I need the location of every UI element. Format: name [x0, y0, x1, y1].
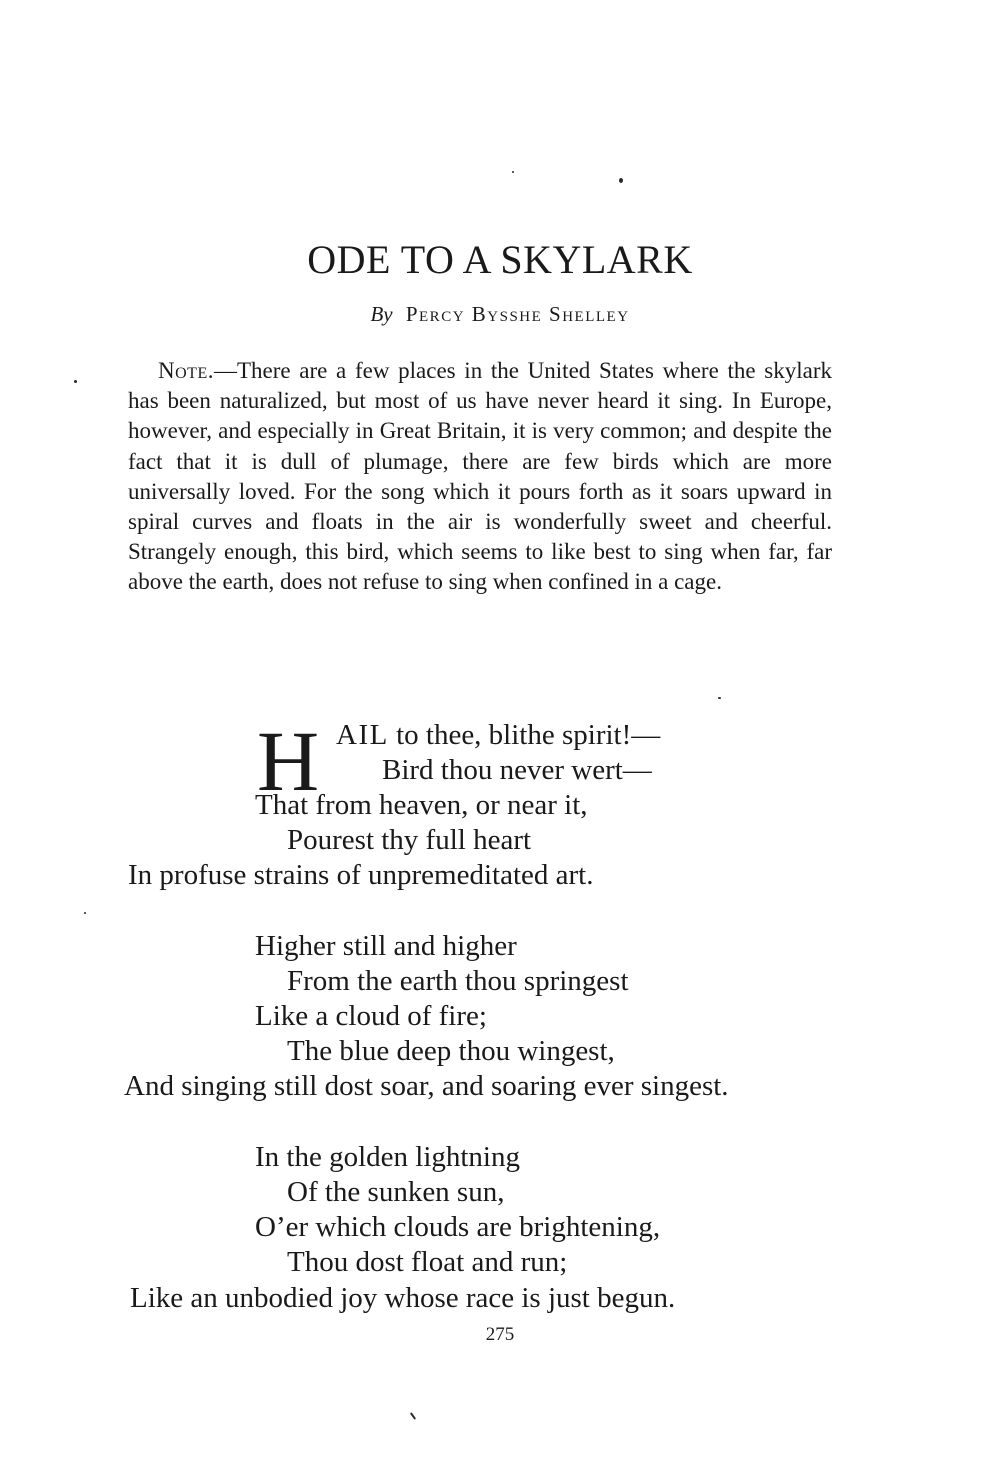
- byline: [0, 300, 1000, 328]
- poem-line: Like an unbodied joy whose race is just begun.: [130, 1282, 676, 1314]
- scan-speck: [512, 171, 514, 173]
- scan-speck: [84, 912, 86, 914]
- first-word: AIL: [336, 719, 389, 751]
- poem-line: In the golden lightning: [255, 1141, 520, 1173]
- drop-cap: H: [257, 713, 320, 809]
- page-number: 275: [485, 1324, 515, 1345]
- page-title: ODE TO A SKYLARK: [307, 237, 693, 282]
- poem-line: The blue deep thou wingest,: [287, 1035, 615, 1067]
- byline-prefix: By: [370, 302, 393, 326]
- poem-line: From the earth thou springest: [287, 965, 629, 997]
- poem-line: Like a cloud of fire;: [255, 1000, 487, 1032]
- poem-line: Pourest thy full heart: [287, 824, 532, 856]
- poem-line: And singing still dost soar, and soaring ever singest.: [124, 1070, 729, 1102]
- poem-line: O’er which clouds are brightening,: [255, 1211, 661, 1243]
- poem-line: Thou dost float and run;: [287, 1246, 568, 1278]
- poem-line: Higher still and higher: [255, 930, 517, 962]
- scan-speck: [619, 178, 623, 183]
- editor-note: [128, 356, 832, 598]
- poem-line: In profuse strains of unpremeditated art.: [128, 859, 594, 891]
- note-label: Note.: [158, 358, 214, 383]
- poem-line: [336, 718, 660, 753]
- poem-line: Bird thou never wert—: [382, 754, 652, 786]
- line-rest: to thee, blithe spirit!—: [388, 719, 661, 751]
- scan-speck: [74, 380, 77, 383]
- poem-line: That from heaven, or near it,: [255, 789, 588, 821]
- scan-speck: [718, 697, 721, 699]
- scan-speck: [410, 1412, 416, 1420]
- note-text: —There are a few places in the United States where the skylark has been naturalized, but most of us have never heard it sing. In Europe, however, and especially in Great Britain, it is very common; and despite the fact that it is dull of plumage, there are few birds which are more universally loved. For the song which it pours forth as it soars upward in spiral curves and floats in the air is wonderfully sweet and cheerful. Strangely enough, this bird, which seems to like best to sing when far, far above the earth, does not refuse to sing when confined in a cage.: [128, 358, 832, 595]
- author-name: Percy Bysshe Shelley: [405, 302, 630, 326]
- poem-line: Of the sunken sun,: [287, 1176, 505, 1208]
